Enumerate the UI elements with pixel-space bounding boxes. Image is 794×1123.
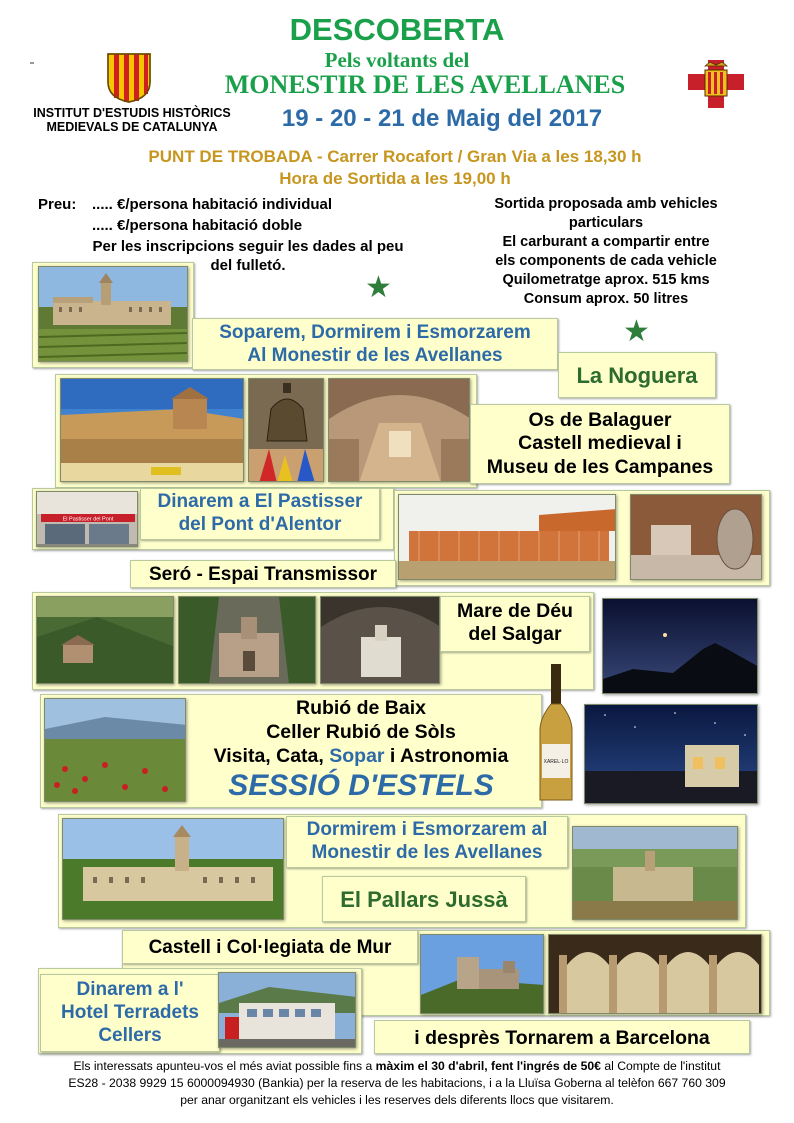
price-individual: ..... €/persona habitació individual: [92, 196, 333, 213]
monastery-wide-photo: [62, 818, 284, 920]
departure-time: Hora de Sortida a les 19,00 h: [279, 169, 511, 188]
page-subtitle: Pels voltants del: [324, 48, 470, 72]
museum-vault-photo: [328, 378, 470, 482]
salgar-church-photo: [178, 596, 316, 684]
salgar-cave-photo: [320, 596, 440, 684]
castle-wall-photo: [60, 378, 244, 482]
sero-label: Seró - Espai Transmissor: [130, 560, 396, 588]
avellanes-dinner-label: Soparem, Dormirem i Esmorzarem Al Monestir de les Avellanes: [192, 318, 558, 370]
hotel-photo: [218, 972, 356, 1048]
star-icon: ★: [623, 315, 650, 348]
bakery-photo: [36, 491, 138, 547]
inscription-note: Per les inscripcions seguir les dades al peu del fulletó.: [92, 238, 404, 274]
pastisser-label: Dinarem a El Pastisser del Pont d'Alentor: [140, 488, 380, 540]
institute-name: INSTITUT D'ESTUDIS HISTÒRICS MEDIEVALS DE CATALUNYA: [33, 106, 231, 134]
os-balaguer-label: Os de Balaguer Castell medieval i Museu de les Campanes: [470, 404, 730, 484]
menhir-photo: [630, 494, 762, 580]
monastery-aerial-photo: [572, 826, 738, 920]
sleep-label: Dormirem i Esmorzarem al Monestir de les Avellanes: [286, 816, 568, 868]
price-label: Preu:: [38, 196, 77, 213]
page-title: DESCOBERTA: [289, 12, 505, 47]
cloister-photo: [548, 934, 762, 1014]
salgar-label: Mare de Déu del Salgar: [440, 596, 590, 652]
region-noguera: La Noguera: [558, 352, 716, 398]
event-dates: 19 - 20 - 21 de Maig del 2017: [281, 105, 603, 132]
catalan-shield-icon: [106, 52, 152, 104]
wine-label-text: XAREL·LO: [543, 759, 569, 765]
sero-building-photo: [398, 494, 616, 580]
return-label: i desprès Tornarem a Barcelona: [374, 1020, 750, 1054]
small-mark: [30, 62, 34, 64]
bell-photo: [248, 378, 324, 482]
meeting-point: PUNT DE TROBADA - Carrer Rocafort / Gran Via a les 18,30 h: [148, 147, 642, 166]
star-icon: ★: [365, 271, 392, 304]
observatory-photo: [584, 704, 758, 804]
wine-bottle-icon: [536, 664, 576, 804]
vineyard-photo: [44, 698, 186, 802]
salgar-landscape-photo: [36, 596, 174, 684]
sessio-estels-title: SESSIÓ D'ESTELS: [228, 769, 494, 802]
mur-castle-photo: [420, 934, 544, 1014]
region-pallars: El Pallars Jussà: [322, 876, 526, 922]
mur-label: Castell i Col·legiata de Mur: [122, 930, 418, 964]
bakery-sign-text: El Pastisser del Pont: [62, 516, 114, 523]
footer-note: Els interessats apunteu-vos el més aviat possible fins a màxim el 30 d'abril, fent l'ingrés de 50€ al Compte de l'institut ES28 - 2038 9929 15 6000094930 (Bankia) per la reserva de les habitacions, i a la Lluïsa Goberna al telèfon 667 760 309 per anar organitzant els vehicles i les reserves dels diferents llocs que visitarem.: [68, 1059, 726, 1107]
terradets-label: Dinarem a l' Hotel Terradets Cellers: [40, 974, 220, 1052]
rubio-text: Rubió de Baix Celler Rubió de Sòls Visita, Cata, Sopar i Astronomia: [213, 697, 509, 767]
night-sky-photo: [602, 598, 758, 694]
monastery-photo: [38, 266, 188, 362]
cross-emblem-icon: [686, 58, 746, 110]
monastery-title: MONESTIR DE LES AVELLANES: [224, 70, 626, 99]
price-double: ..... €/persona habitació doble: [92, 217, 303, 234]
transport-info: Sortida proposada amb vehicles particulars El carburant a compartir entre els components de cada vehicle Quilometratge aprox. 515 kms Consum aprox. 50 litres: [494, 196, 718, 307]
